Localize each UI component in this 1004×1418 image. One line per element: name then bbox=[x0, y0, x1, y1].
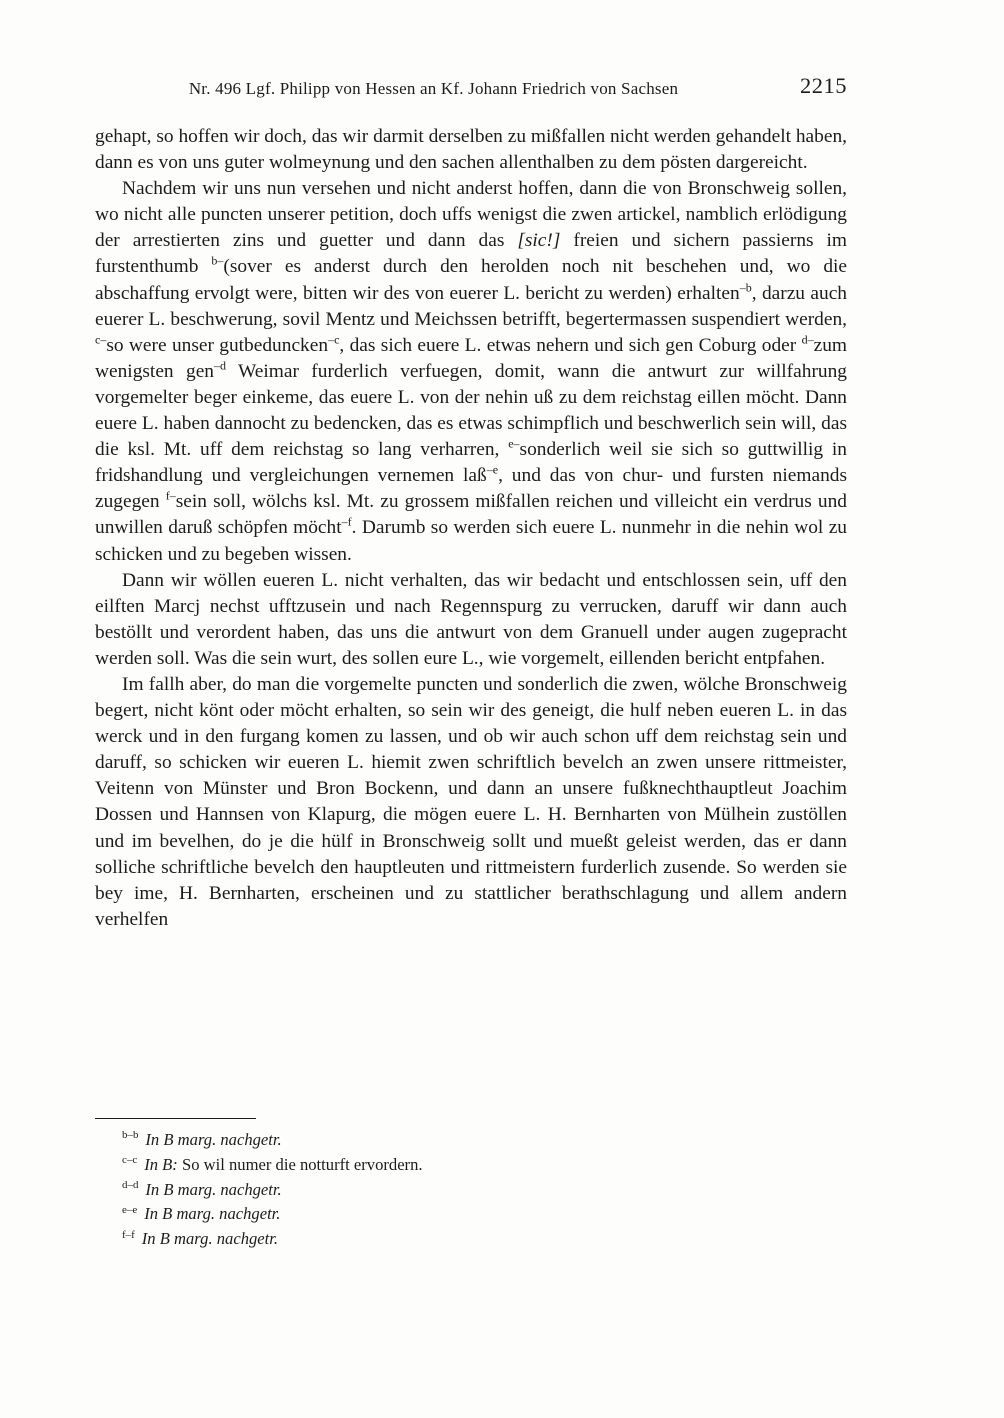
text-run: , darzu auch euerer L. beschwerung, sovil Mentz und Meichssen betrifft, begertermassen suspendiert werden, bbox=[95, 282, 847, 330]
italic-text-run: In B marg. nachgetr. bbox=[145, 1130, 282, 1149]
text-run: So wil numer die notturft ervordern. bbox=[177, 1154, 423, 1174]
footnote-rule bbox=[95, 1118, 256, 1119]
text-run: Dann wir wöllen eueren L. nicht verhalten, das wir bedacht und entschlossen sein, uff den eilften Marcj nechst ufftzusein und nach Regennspurg zu verrucken, daruff wir dann auch bestöllt und verordent haben, das uns die antwurt von dem Granuell under augen zugepracht werden soll. Was die sein wurt, des sollen eure L., wie vorgemelt, eillenden bericht entpfahen. bbox=[95, 569, 847, 669]
text-run: freien und sichern passierns im furstenthumb bbox=[95, 230, 847, 278]
variant-marker: c– bbox=[95, 332, 107, 347]
italic-text-run: In B: bbox=[144, 1154, 178, 1174]
text-run: sein soll, wölchs ksl. Mt. zu grossem mißfallen reichen und villeicht ein verdrus und unwillen daruß schöpfen möcht bbox=[95, 491, 847, 539]
italic-text-run: In B marg. nachgetr. bbox=[141, 1229, 279, 1249]
text-run: zum wenigsten gen bbox=[95, 334, 847, 382]
italic-text-run: In B marg. nachgetr. bbox=[144, 1204, 281, 1224]
body-paragraph bbox=[95, 176, 847, 567]
text-run: so were unser gutbeduncken bbox=[106, 334, 329, 356]
text-run: sonderlich weil sie sich so guttwillig in fridshandlung und vergleichungen vernemen laß bbox=[95, 439, 847, 487]
variant-marker: –e bbox=[486, 462, 499, 477]
footnote bbox=[95, 1202, 847, 1227]
variant-marker: –b bbox=[739, 280, 752, 295]
variant-marker: –c bbox=[328, 332, 340, 347]
text-run: , das sich euere L. etwas nehern und sich gen Coburg oder bbox=[339, 334, 802, 356]
text-run: (sover es anderst durch den herolden noch nit beschehen und, wo die abschaffung ervolgt were, bitten wir des von euerer L. bericht zu werden) erhalten bbox=[95, 256, 848, 304]
text-run: . Darumb so werden sich euere L. nunmehr in die nehin wol zu schicken und zu begeben wissen. bbox=[95, 517, 847, 565]
variant-marker: d– bbox=[801, 332, 814, 347]
body-paragraph bbox=[95, 672, 847, 933]
footnote-marker: e–e bbox=[122, 1203, 138, 1216]
text-run: Im fallh aber, do man die vorgemelte puncten und sonderlich die zwen, wölche Bronschweig begert, nicht könt oder möcht erhalten, so sein wir des geneigt, die hulf neben eueren L. in das werck und in den furgang komen zu lassen, und ob wir auch schon uff dem reichstag sein und daruff, so schicken wir eueren L. hiemit zwen schriftlich bevelch an zwen unsere rittmeister, Veitenn von Münster und Bron Bockenn, und dann an unsere fußknechthauptleut Joachim Dossen und Hannsen von Klapurg, die mögen euere L. H. Bernharten von Mülhein zustöllen und im bevelhen, do je die hülf in Bronschweig sollt und mueßt geleist werden, das er dann solliche schriftliche bevelch den hauptleuten und rittmeistern furderlich zusende. So werden sie bey ime, H. Bernharten, erscheinen und zu stattlicher berathschlagung und allem andern verhelfen bbox=[95, 673, 847, 930]
text-run: , und das von chur- und fursten niemands zugegen bbox=[95, 465, 848, 513]
italic-text-run: In B marg. nachgetr. bbox=[145, 1179, 282, 1199]
body-paragraph bbox=[95, 568, 847, 672]
variant-marker: –f bbox=[341, 514, 352, 529]
text-run: gehapt, so hoffen wir doch, das wir darmit derselben zu mißfallen nicht werden gehandelt haben, dann es von uns guter wolmeynung und den sachen allenthalben zu dem pösten dargereicht. bbox=[95, 126, 847, 174]
running-head bbox=[95, 73, 847, 106]
footnote-marker: c–c bbox=[122, 1154, 138, 1167]
footnote-marker: d–d bbox=[122, 1179, 139, 1192]
variant-marker: e– bbox=[508, 436, 520, 451]
body-paragraph bbox=[95, 124, 847, 176]
footnote bbox=[95, 1227, 847, 1252]
footnote bbox=[95, 1128, 847, 1153]
page-number: 2215 bbox=[800, 73, 847, 98]
footnote-list bbox=[95, 1128, 847, 1252]
variant-marker: b– bbox=[211, 254, 224, 268]
italic-text-run: [sic!] bbox=[517, 230, 561, 252]
text-run: Nachdem wir uns nun versehen und nicht anderst hoffen, dann die von Bronschweig sollen, wo nicht alle puncten unserer petition, doch uffs wenigst die zwen artickel, namblich erlödigung der arrestierten zins und guetter und dann das bbox=[95, 178, 847, 252]
footnote-marker: b–b bbox=[122, 1129, 139, 1142]
body-text bbox=[95, 124, 847, 933]
footnote bbox=[95, 1153, 847, 1178]
page-content bbox=[95, 73, 848, 933]
footnote-marker: f–f bbox=[122, 1228, 135, 1241]
variant-marker: f– bbox=[165, 488, 176, 503]
text-run: Weimar furderlich verfuegen, domit, wann die antwurt zur willfahrung vorgemelter beger einkeme, das euere L. von der nehin uß zu dem reichstag eillen möcht. Dann euere L. haben dannocht zu bedencken, das es etwas schimpflich und beschwerlich sein will, das die ksl. Mt. uff dem reichstag so lang verharren, bbox=[95, 360, 847, 461]
footnote-block bbox=[95, 1118, 847, 1252]
variant-marker: –d bbox=[214, 358, 227, 373]
footnote bbox=[95, 1178, 847, 1203]
running-head-title: Nr. 496 Lgf. Philipp von Hessen an Kf. Johann Friedrich von Sachsen bbox=[188, 79, 679, 98]
